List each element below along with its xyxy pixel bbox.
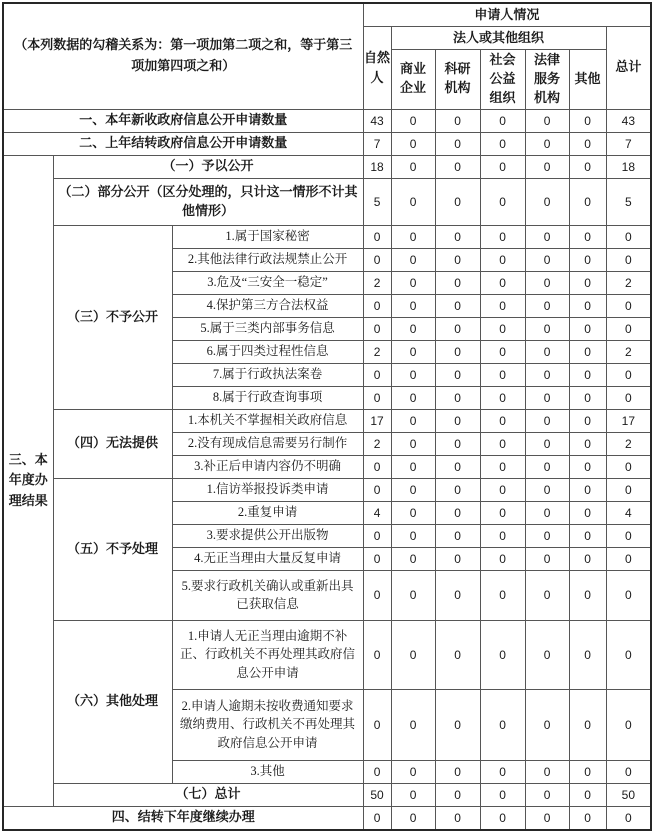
value-cell: 0 bbox=[363, 248, 391, 271]
value-cell: 0 bbox=[606, 689, 651, 760]
value-cell: 4 bbox=[606, 501, 651, 524]
value-cell: 0 bbox=[435, 178, 480, 225]
value-cell: 0 bbox=[391, 386, 435, 409]
value-cell: 0 bbox=[363, 478, 391, 501]
value-cell: 7 bbox=[363, 132, 391, 155]
value-cell: 0 bbox=[435, 760, 480, 783]
value-cell: 0 bbox=[363, 524, 391, 547]
item-label-state-secret: 1.属于国家秘密 bbox=[172, 225, 363, 248]
item-label-not-held: 1.本机关不掌握相关政府信息 bbox=[172, 409, 363, 432]
value-cell: 0 bbox=[480, 317, 525, 340]
value-cell: 0 bbox=[606, 806, 651, 830]
value-cell: 0 bbox=[569, 432, 606, 455]
value-cell: 0 bbox=[525, 760, 569, 783]
value-cell: 0 bbox=[569, 783, 606, 806]
value-cell: 0 bbox=[391, 271, 435, 294]
row-label-subtotal: （七）总计 bbox=[53, 783, 363, 806]
value-cell: 2 bbox=[363, 340, 391, 363]
value-cell: 0 bbox=[363, 806, 391, 830]
value-cell: 0 bbox=[391, 178, 435, 225]
item-label-process-info: 6.属于四类过程性信息 bbox=[172, 340, 363, 363]
value-cell: 0 bbox=[569, 363, 606, 386]
value-cell: 0 bbox=[525, 178, 569, 225]
table-row bbox=[3, 409, 651, 432]
row-label-disclosed: （一）予以公开 bbox=[53, 155, 363, 178]
item-label-confirm-reissue: 5.要求行政机关确认或重新出具已获取信息 bbox=[172, 570, 363, 620]
value-cell: 0 bbox=[480, 501, 525, 524]
group-label-not-disclosed: （三）不予公开 bbox=[53, 225, 172, 409]
item-label-admin-inquiry: 8.属于行政查询事项 bbox=[172, 386, 363, 409]
value-cell: 0 bbox=[391, 547, 435, 570]
value-cell: 0 bbox=[363, 689, 391, 760]
header-legal-service-org: 法律服务机构 bbox=[525, 50, 569, 110]
value-cell: 0 bbox=[435, 317, 480, 340]
item-label-publications: 3.要求提供公开出版物 bbox=[172, 524, 363, 547]
value-cell: 0 bbox=[391, 806, 435, 830]
value-cell: 0 bbox=[435, 524, 480, 547]
value-cell: 0 bbox=[391, 689, 435, 760]
value-cell: 0 bbox=[606, 620, 651, 689]
value-cell: 2 bbox=[606, 432, 651, 455]
value-cell: 0 bbox=[363, 225, 391, 248]
item-label-still-unclear: 3.补正后申请内容仍不明确 bbox=[172, 455, 363, 478]
value-cell: 0 bbox=[363, 317, 391, 340]
value-cell: 0 bbox=[525, 409, 569, 432]
value-cell: 0 bbox=[391, 501, 435, 524]
value-cell: 0 bbox=[569, 340, 606, 363]
value-cell: 0 bbox=[391, 294, 435, 317]
disclosure-requests-table bbox=[2, 2, 652, 831]
value-cell: 0 bbox=[391, 455, 435, 478]
value-cell: 0 bbox=[480, 386, 525, 409]
value-cell: 0 bbox=[569, 271, 606, 294]
value-cell: 0 bbox=[435, 294, 480, 317]
value-cell: 0 bbox=[391, 620, 435, 689]
value-cell: 0 bbox=[435, 806, 480, 830]
value-cell: 0 bbox=[606, 317, 651, 340]
value-cell: 0 bbox=[525, 109, 569, 132]
table-row bbox=[3, 620, 651, 689]
header-legal-org: 法人或其他组织 bbox=[391, 27, 606, 50]
row-label-new-requests: 一、本年新收政府信息公开申请数量 bbox=[3, 109, 363, 132]
group-label-unable-provide: （四）无法提供 bbox=[53, 409, 172, 478]
value-cell: 0 bbox=[525, 363, 569, 386]
item-label-needs-creation: 2.没有现成信息需要另行制作 bbox=[172, 432, 363, 455]
value-cell: 0 bbox=[480, 225, 525, 248]
header-research-institution: 科研机构 bbox=[435, 50, 480, 110]
value-cell: 0 bbox=[391, 155, 435, 178]
value-cell: 0 bbox=[391, 760, 435, 783]
value-cell: 2 bbox=[363, 271, 391, 294]
value-cell: 0 bbox=[480, 248, 525, 271]
value-cell: 7 bbox=[606, 132, 651, 155]
value-cell: 0 bbox=[363, 386, 391, 409]
value-cell: 0 bbox=[391, 432, 435, 455]
value-cell: 0 bbox=[363, 363, 391, 386]
value-cell: 0 bbox=[363, 294, 391, 317]
value-cell: 0 bbox=[569, 317, 606, 340]
value-cell: 0 bbox=[525, 783, 569, 806]
value-cell: 0 bbox=[606, 760, 651, 783]
value-cell: 0 bbox=[480, 455, 525, 478]
item-label-law-prohibited: 2.其他法律行政法规禁止公开 bbox=[172, 248, 363, 271]
value-cell: 0 bbox=[391, 524, 435, 547]
value-cell: 0 bbox=[606, 570, 651, 620]
value-cell: 0 bbox=[569, 109, 606, 132]
value-cell: 0 bbox=[525, 225, 569, 248]
value-cell: 0 bbox=[480, 109, 525, 132]
header-total: 总计 bbox=[606, 27, 651, 110]
group-label-year-results: 三、本年度办理结果 bbox=[3, 155, 53, 806]
table-row bbox=[3, 478, 651, 501]
value-cell: 0 bbox=[525, 386, 569, 409]
value-cell: 0 bbox=[525, 248, 569, 271]
value-cell: 0 bbox=[480, 524, 525, 547]
item-label-overdue-no-correction: 1.申请人无正当理由逾期不补正、行政机关不再处理其政府信息公开申请 bbox=[172, 620, 363, 689]
item-label-petition-complaint: 1.信访举报投诉类申请 bbox=[172, 478, 363, 501]
value-cell: 0 bbox=[569, 409, 606, 432]
value-cell: 0 bbox=[435, 478, 480, 501]
table-row bbox=[3, 806, 651, 830]
value-cell: 0 bbox=[569, 225, 606, 248]
value-cell: 0 bbox=[435, 620, 480, 689]
value-cell: 0 bbox=[480, 132, 525, 155]
value-cell: 0 bbox=[606, 455, 651, 478]
value-cell: 0 bbox=[435, 340, 480, 363]
value-cell: 0 bbox=[606, 524, 651, 547]
value-cell: 4 bbox=[363, 501, 391, 524]
value-cell: 50 bbox=[606, 783, 651, 806]
table-row bbox=[3, 109, 651, 132]
value-cell: 17 bbox=[363, 409, 391, 432]
value-cell: 0 bbox=[391, 570, 435, 620]
value-cell: 0 bbox=[569, 620, 606, 689]
value-cell: 0 bbox=[525, 455, 569, 478]
value-cell: 0 bbox=[569, 294, 606, 317]
value-cell: 0 bbox=[363, 570, 391, 620]
value-cell: 0 bbox=[435, 225, 480, 248]
value-cell: 0 bbox=[435, 689, 480, 760]
value-cell: 0 bbox=[569, 806, 606, 830]
value-cell: 0 bbox=[569, 501, 606, 524]
header-social-welfare-org: 社会公益组织 bbox=[480, 50, 525, 110]
value-cell: 0 bbox=[525, 294, 569, 317]
value-cell: 0 bbox=[525, 570, 569, 620]
value-cell: 0 bbox=[363, 547, 391, 570]
table-row bbox=[3, 178, 651, 225]
value-cell: 2 bbox=[606, 271, 651, 294]
value-cell: 0 bbox=[363, 620, 391, 689]
value-cell: 2 bbox=[606, 340, 651, 363]
header-commercial-enterprise: 商业企业 bbox=[391, 50, 435, 110]
value-cell: 0 bbox=[606, 478, 651, 501]
value-cell: 2 bbox=[363, 432, 391, 455]
value-cell: 0 bbox=[435, 501, 480, 524]
value-cell: 0 bbox=[569, 455, 606, 478]
value-cell: 0 bbox=[525, 524, 569, 547]
value-cell: 0 bbox=[525, 620, 569, 689]
value-cell: 50 bbox=[363, 783, 391, 806]
value-cell: 0 bbox=[363, 760, 391, 783]
value-cell: 0 bbox=[569, 524, 606, 547]
value-cell: 0 bbox=[525, 432, 569, 455]
value-cell: 0 bbox=[606, 363, 651, 386]
value-cell: 0 bbox=[435, 432, 480, 455]
value-cell: 18 bbox=[606, 155, 651, 178]
value-cell: 5 bbox=[363, 178, 391, 225]
value-cell: 0 bbox=[480, 806, 525, 830]
value-cell: 0 bbox=[525, 155, 569, 178]
value-cell: 0 bbox=[391, 478, 435, 501]
row-label-carry-forward: 四、结转下年度继续办理 bbox=[3, 806, 363, 830]
value-cell: 0 bbox=[480, 570, 525, 620]
group-label-other-handling: （六）其他处理 bbox=[53, 620, 172, 783]
value-cell: 0 bbox=[435, 409, 480, 432]
value-cell: 0 bbox=[435, 132, 480, 155]
value-cell: 0 bbox=[525, 271, 569, 294]
group-label-not-processed: （五）不予处理 bbox=[53, 478, 172, 620]
value-cell: 0 bbox=[435, 386, 480, 409]
item-label-other: 3.其他 bbox=[172, 760, 363, 783]
reconciliation-note: （本列数据的勾稽关系为：第一项加第二项之和，等于第三项加第四项之和） bbox=[3, 3, 363, 109]
value-cell: 0 bbox=[480, 760, 525, 783]
value-cell: 0 bbox=[480, 409, 525, 432]
value-cell: 5 bbox=[606, 178, 651, 225]
value-cell: 0 bbox=[391, 363, 435, 386]
value-cell: 17 bbox=[606, 409, 651, 432]
value-cell: 0 bbox=[435, 547, 480, 570]
value-cell: 0 bbox=[569, 760, 606, 783]
value-cell: 0 bbox=[435, 109, 480, 132]
value-cell: 0 bbox=[435, 363, 480, 386]
value-cell: 0 bbox=[363, 455, 391, 478]
value-cell: 0 bbox=[480, 178, 525, 225]
value-cell: 0 bbox=[391, 317, 435, 340]
header-other-org: 其他 bbox=[569, 50, 606, 110]
value-cell: 18 bbox=[363, 155, 391, 178]
value-cell: 43 bbox=[363, 109, 391, 132]
value-cell: 0 bbox=[569, 386, 606, 409]
value-cell: 0 bbox=[569, 178, 606, 225]
value-cell: 0 bbox=[480, 294, 525, 317]
value-cell: 0 bbox=[569, 478, 606, 501]
value-cell: 0 bbox=[480, 547, 525, 570]
item-label-repeat-request: 2.重复申请 bbox=[172, 501, 363, 524]
table-row bbox=[3, 132, 651, 155]
value-cell: 0 bbox=[480, 340, 525, 363]
item-label-endanger-security: 3.危及“三安全一稳定” bbox=[172, 271, 363, 294]
item-label-internal-affairs: 5.属于三类内部事务信息 bbox=[172, 317, 363, 340]
item-label-overdue-no-payment: 2.申请人逾期未按收费通知要求缴纳费用、行政机关不再处理其政府信息公开申请 bbox=[172, 689, 363, 760]
value-cell: 0 bbox=[391, 132, 435, 155]
value-cell: 0 bbox=[525, 501, 569, 524]
value-cell: 0 bbox=[525, 547, 569, 570]
value-cell: 0 bbox=[391, 409, 435, 432]
value-cell: 0 bbox=[435, 155, 480, 178]
value-cell: 0 bbox=[435, 248, 480, 271]
value-cell: 0 bbox=[606, 386, 651, 409]
value-cell: 0 bbox=[480, 363, 525, 386]
value-cell: 0 bbox=[525, 806, 569, 830]
value-cell: 0 bbox=[525, 689, 569, 760]
value-cell: 0 bbox=[435, 271, 480, 294]
value-cell: 0 bbox=[480, 783, 525, 806]
value-cell: 0 bbox=[569, 689, 606, 760]
value-cell: 0 bbox=[606, 547, 651, 570]
value-cell: 0 bbox=[606, 294, 651, 317]
value-cell: 0 bbox=[525, 132, 569, 155]
value-cell: 0 bbox=[435, 783, 480, 806]
value-cell: 0 bbox=[480, 155, 525, 178]
item-label-third-party-rights: 4.保护第三方合法权益 bbox=[172, 294, 363, 317]
value-cell: 0 bbox=[525, 340, 569, 363]
value-cell: 43 bbox=[606, 109, 651, 132]
value-cell: 0 bbox=[569, 155, 606, 178]
value-cell: 0 bbox=[480, 620, 525, 689]
row-label-partially-disclosed: （二）部分公开（区分处理的，只计这一情形不计其他情形） bbox=[53, 178, 363, 225]
value-cell: 0 bbox=[606, 225, 651, 248]
value-cell: 0 bbox=[480, 689, 525, 760]
value-cell: 0 bbox=[525, 478, 569, 501]
table-row bbox=[3, 155, 651, 178]
header-applicant-situation: 申请人情况 bbox=[363, 3, 651, 27]
value-cell: 0 bbox=[480, 432, 525, 455]
value-cell: 0 bbox=[391, 783, 435, 806]
value-cell: 0 bbox=[391, 248, 435, 271]
item-label-unjustified-repeated: 4.无正当理由大量反复申请 bbox=[172, 547, 363, 570]
header-natural-person: 自然人 bbox=[363, 27, 391, 110]
value-cell: 0 bbox=[480, 271, 525, 294]
value-cell: 0 bbox=[569, 547, 606, 570]
value-cell: 0 bbox=[569, 570, 606, 620]
value-cell: 0 bbox=[480, 478, 525, 501]
value-cell: 0 bbox=[435, 455, 480, 478]
value-cell: 0 bbox=[569, 248, 606, 271]
item-label-enforcement-files: 7.属于行政执法案卷 bbox=[172, 363, 363, 386]
row-label-carried-over: 二、上年结转政府信息公开申请数量 bbox=[3, 132, 363, 155]
value-cell: 0 bbox=[606, 248, 651, 271]
value-cell: 0 bbox=[525, 317, 569, 340]
value-cell: 0 bbox=[391, 340, 435, 363]
value-cell: 0 bbox=[391, 109, 435, 132]
value-cell: 0 bbox=[569, 132, 606, 155]
table-row bbox=[3, 225, 651, 248]
value-cell: 0 bbox=[435, 570, 480, 620]
value-cell: 0 bbox=[391, 225, 435, 248]
